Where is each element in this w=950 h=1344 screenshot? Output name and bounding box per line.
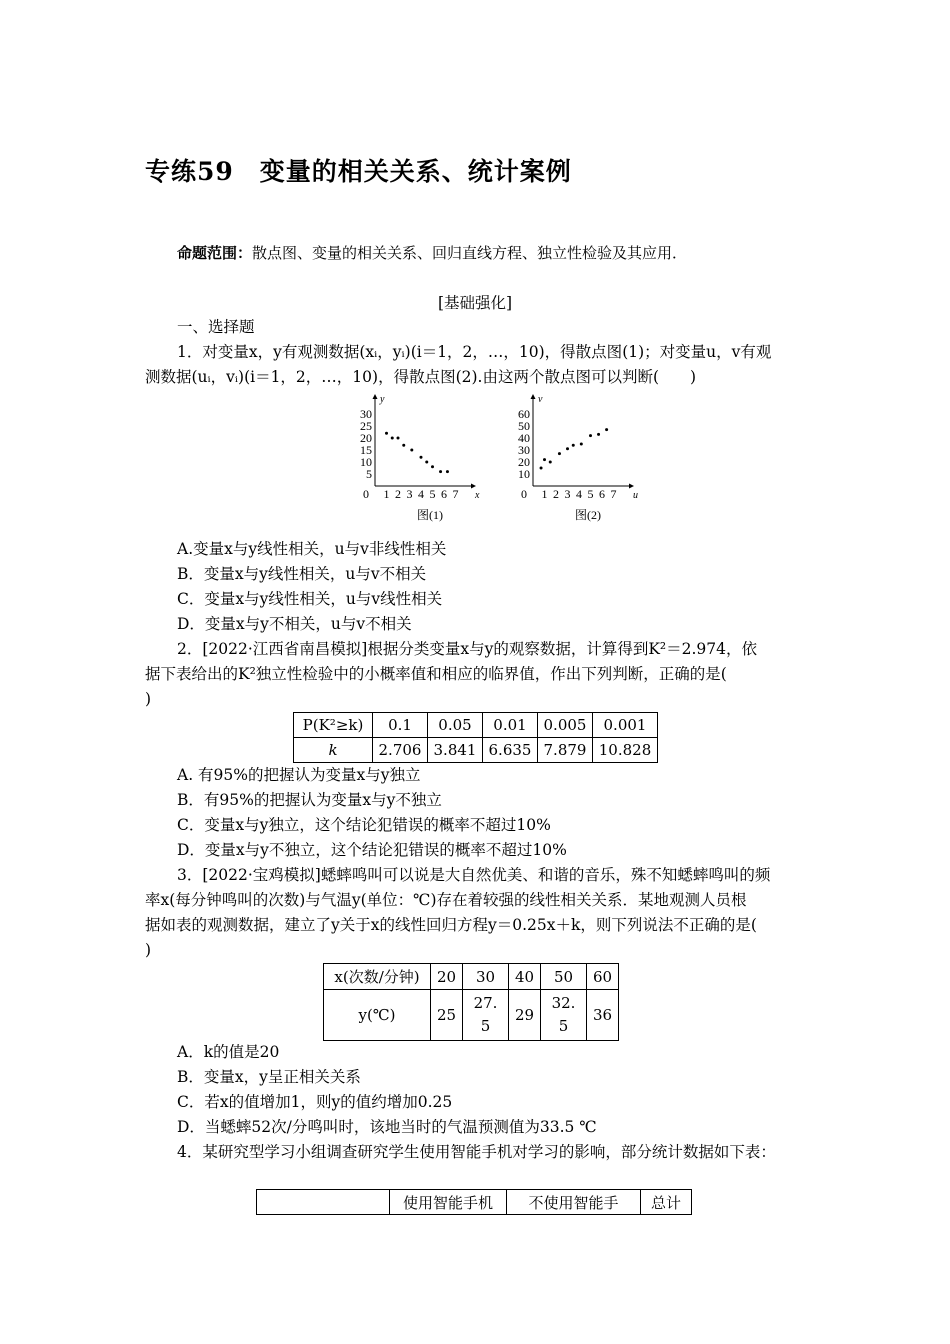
cricket-table — [323, 963, 619, 1041]
table-cell: 总计 — [641, 1190, 692, 1215]
y-axis-arrow-icon — [531, 394, 536, 399]
table-cell: 20 — [431, 964, 463, 990]
table-row — [294, 713, 658, 738]
figure-caption: 图(1) — [417, 508, 443, 522]
table-row — [294, 738, 658, 763]
y-tick-label: 5 — [366, 467, 372, 481]
x-tick-label: 3 — [406, 487, 413, 501]
q1-line1: 1．对变量x，y有观测数据(xᵢ，yᵢ)(i＝1，2，…，10)，得散点图(1)；对变量u，v有观 — [177, 343, 772, 361]
y-axis-label: v — [538, 394, 543, 405]
data-point — [558, 452, 561, 455]
x-tick-label: 4 — [576, 487, 582, 501]
q2-line3: ) — [145, 690, 152, 708]
q2-option-d: D．变量x与y不独立，这个结论犯错误的概率不超过10% — [177, 841, 567, 859]
data-point — [439, 470, 442, 473]
x-tick-label: 7 — [610, 487, 617, 501]
cell-part: 32. — [551, 994, 576, 1012]
data-point — [605, 428, 608, 431]
table-cell: 0.001 — [593, 713, 658, 738]
table-cell: 30 — [463, 964, 509, 990]
y-axis-label: y — [380, 394, 385, 405]
table-cell: 0.05 — [428, 713, 483, 738]
y-tick-label: 30 — [518, 443, 530, 457]
phone-usage-table — [256, 1189, 692, 1215]
data-point — [425, 461, 428, 464]
data-point — [572, 444, 575, 447]
q3-line2: 率x(每分钟鸣叫的次数)与气温y(单位：℃)存在着较强的线性相关关系．某地观测人员根 — [145, 891, 747, 909]
x-tick-label: 0 — [521, 487, 527, 501]
table-row — [257, 1190, 692, 1215]
q1-option-b: B．变量x与y线性相关，u与v不相关 — [177, 565, 427, 583]
data-point — [589, 434, 592, 437]
table-cell: 0.1 — [373, 713, 428, 738]
table-cell: 2.706 — [373, 738, 428, 763]
x-tick-label: 5 — [429, 487, 436, 501]
q3-option-a: A．k的值是20 — [177, 1043, 280, 1061]
q1-option-d: D．变量x与y不相关，u与v不相关 — [177, 615, 412, 633]
table-cell: 3.841 — [428, 738, 483, 763]
x-tick-label: 6 — [441, 487, 447, 501]
cell-part: 27. — [473, 994, 498, 1012]
q1-line2: 测数据(uᵢ，vᵢ)(i＝1，2，…，10)，得散点图(2).由这两个散点图可以判断( ) — [145, 368, 697, 386]
table-cell: 0.005 — [538, 713, 593, 738]
data-point — [410, 449, 413, 452]
table-cell: 10.828 — [593, 738, 658, 763]
cell-part: 5 — [480, 1017, 491, 1035]
data-point — [385, 432, 388, 435]
y-tick-label: 15 — [360, 443, 372, 457]
q1-option-c: C．变量x与y线性相关，u与v线性相关 — [177, 590, 443, 608]
scatter-figures — [340, 393, 640, 528]
y-tick-label: 30 — [360, 407, 372, 421]
table-cell: 6.635 — [483, 738, 538, 763]
page-title: 专练59 变量的相关关系、统计案例 — [145, 157, 572, 186]
cell-part: 5 — [558, 1017, 569, 1035]
data-point — [566, 447, 569, 450]
x-tick-label: 7 — [452, 487, 459, 501]
x-tick-label: 2 — [553, 487, 559, 501]
q4-line1: 4．某研究型学习小组调查研究学生使用智能手机对学习的影响，部分统计数据如下表： — [177, 1143, 776, 1161]
scatter-plot-2 — [518, 394, 638, 522]
table-cell: 不使用智能手 — [507, 1190, 641, 1215]
table-cell: 29 — [509, 990, 541, 1041]
data-point — [540, 467, 543, 470]
table-cell: k — [294, 738, 373, 763]
table-cell: 使用智能手机 — [390, 1190, 507, 1215]
data-point — [402, 444, 405, 447]
q3-option-b: B．变量x，y呈正相关关系 — [177, 1068, 361, 1086]
q1-option-a: A.变量x与y线性相关，u与v非线性相关 — [177, 540, 447, 558]
table-cell: 40 — [509, 964, 541, 990]
data-point — [446, 470, 449, 473]
x-tick-label: 2 — [395, 487, 401, 501]
q2-line2: 据下表给出的K²独立性检验中的小概率值和相应的临界值，作出下列判断，正确的是( — [145, 665, 727, 683]
figure-caption: 图(2) — [575, 508, 601, 522]
y-tick-label: 50 — [518, 419, 530, 433]
x-tick-label: 4 — [418, 487, 424, 501]
x-tick-label: 1 — [541, 487, 548, 501]
table-cell — [257, 1190, 390, 1215]
x-axis-arrow-icon — [471, 484, 476, 489]
data-point — [397, 437, 400, 440]
q3-option-c: C．若x的值增加1，则y的值约增加0.25 — [177, 1093, 453, 1111]
scope-label: 命题范围： — [177, 244, 253, 262]
scatter-plot-1 — [360, 394, 480, 522]
table-cell — [541, 990, 587, 1041]
x-axis-arrow-icon — [629, 484, 634, 489]
y-tick-label: 20 — [518, 455, 530, 469]
table-cell: P(K²≥k) — [294, 713, 373, 738]
q2-line1: 2．[2022·江西省南昌模拟]根据分类变量x与y的观察数据，计算得到K²＝2.974，依 — [177, 640, 757, 658]
scope-text: 散点图、变量的相关关系、回归直线方程、独立性检验及其应用． — [252, 244, 688, 262]
data-point — [431, 465, 434, 468]
y-tick-label: 20 — [360, 431, 372, 445]
table-cell: 0.01 — [483, 713, 538, 738]
y-tick-label: 25 — [360, 419, 372, 433]
table-cell — [463, 990, 509, 1041]
y-tick-label: 10 — [360, 455, 372, 469]
data-point — [580, 443, 583, 446]
q2-option-a: A. 有95%的把握认为变量x与y独立 — [177, 766, 421, 784]
table-cell: x(次数/分钟) — [324, 964, 431, 990]
y-tick-label: 40 — [518, 431, 530, 445]
y-tick-label: 60 — [518, 407, 530, 421]
data-point — [597, 433, 600, 436]
x-tick-label: 0 — [363, 487, 369, 501]
section-heading: [基础强化] — [437, 294, 513, 312]
x-axis-label: u — [633, 490, 638, 501]
table-cell: 7.879 — [538, 738, 593, 763]
k2-critical-table — [293, 712, 658, 763]
data-point — [420, 456, 423, 459]
data-point — [391, 437, 394, 440]
table-row — [324, 990, 619, 1041]
part-heading: 一、选择题 — [177, 318, 255, 336]
table-cell: y(℃) — [324, 990, 431, 1041]
table-cell: 50 — [541, 964, 587, 990]
q3-line1: 3．[2022·宝鸡模拟]蟋蟀鸣叫可以说是大自然优美、和谐的音乐，殊不知蟋蟀鸣叫的频 — [177, 866, 771, 884]
x-axis-label: x — [475, 490, 480, 501]
table-cell: 36 — [587, 990, 619, 1041]
scope-line — [177, 242, 687, 263]
data-point — [543, 458, 546, 461]
y-tick-label: 10 — [518, 467, 530, 481]
y-axis-arrow-icon — [373, 394, 378, 399]
x-tick-label: 1 — [383, 487, 390, 501]
q3-option-d: D．当蟋蟀52次/分鸣叫时，该地当时的气温预测值为33.5 ℃ — [177, 1118, 597, 1136]
x-tick-label: 3 — [564, 487, 571, 501]
x-tick-label: 5 — [587, 487, 594, 501]
q2-option-b: B．有95%的把握认为变量x与y不独立 — [177, 791, 442, 809]
table-cell: 25 — [431, 990, 463, 1041]
x-tick-label: 6 — [599, 487, 605, 501]
q3-line3: 据如表的观测数据，建立了y关于x的线性回归方程y＝0.25x＋k，则下列说法不正确的是( — [145, 916, 757, 934]
data-point — [549, 461, 552, 464]
q3-line4: ) — [145, 941, 152, 959]
q2-option-c: C．变量x与y独立，这个结论犯错误的概率不超过10% — [177, 816, 551, 834]
table-cell: 60 — [587, 964, 619, 990]
table-row — [324, 964, 619, 990]
